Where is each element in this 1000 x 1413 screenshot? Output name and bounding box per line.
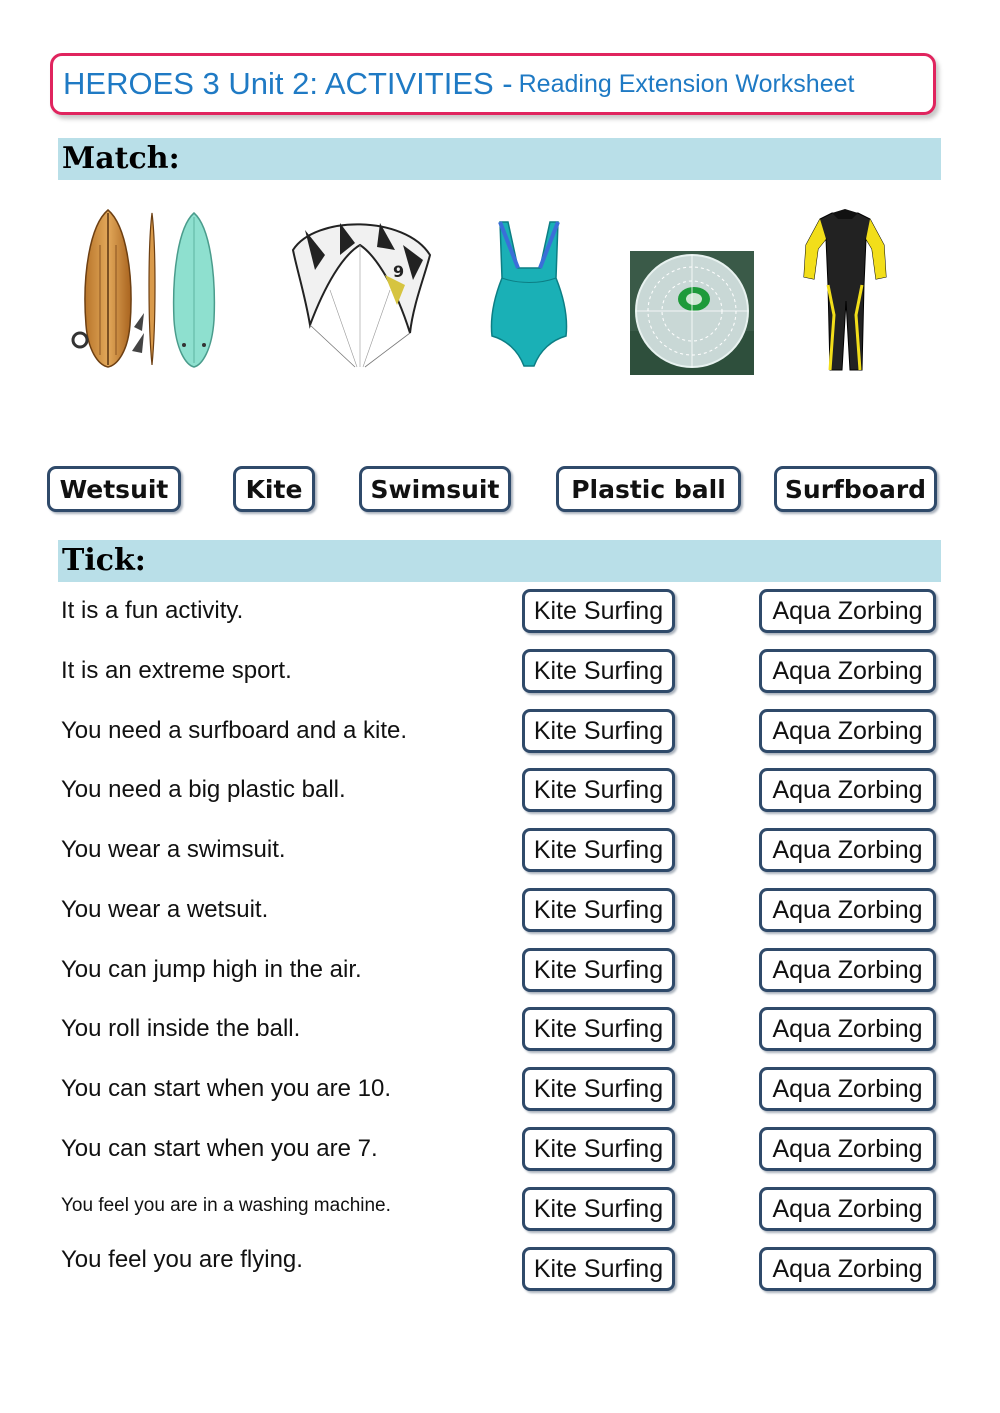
kite-surfing-option-2[interactable]: Kite Surfing — [522, 649, 675, 693]
kite-surfing-option-4[interactable]: Kite Surfing — [522, 768, 675, 812]
statement-9: You can start when you are 10. — [61, 1075, 391, 1102]
kite-surfing-option-3[interactable]: Kite Surfing — [522, 709, 675, 753]
wetsuit-icon — [800, 205, 890, 375]
match-heading: Match: — [58, 138, 941, 180]
worksheet-title: HEROES 3 Unit 2: ACTIVITIES - — [63, 66, 513, 101]
statement-7: You can jump high in the air. — [61, 956, 362, 983]
worksheet-subtitle: Reading Extension Worksheet — [518, 69, 855, 98]
statement-5: You wear a swimsuit. — [61, 836, 286, 863]
kite-surfing-option-5[interactable]: Kite Surfing — [522, 828, 675, 872]
aqua-zorbing-option-5[interactable]: Aqua Zorbing — [759, 828, 936, 872]
kite-icon — [285, 215, 435, 370]
word-card-plastic-ball[interactable]: Plastic ball — [556, 466, 741, 512]
kite-surfing-option-8[interactable]: Kite Surfing — [522, 1007, 675, 1051]
aqua-zorbing-option-11[interactable]: Aqua Zorbing — [759, 1187, 936, 1231]
statement-6: You wear a wetsuit. — [61, 896, 269, 923]
aqua-zorbing-option-8[interactable]: Aqua Zorbing — [759, 1007, 936, 1051]
aqua-zorbing-option-4[interactable]: Aqua Zorbing — [759, 768, 936, 812]
kite-surfing-option-1[interactable]: Kite Surfing — [522, 589, 675, 633]
kite-surfing-option-9[interactable]: Kite Surfing — [522, 1067, 675, 1111]
statement-4: You need a big plastic ball. — [61, 776, 346, 803]
surfboard-icon — [68, 205, 228, 375]
aqua-zorbing-option-3[interactable]: Aqua Zorbing — [759, 709, 936, 753]
word-card-wetsuit[interactable]: Wetsuit — [47, 466, 181, 512]
aqua-zorbing-option-6[interactable]: Aqua Zorbing — [759, 888, 936, 932]
worksheet-title-box — [50, 53, 936, 115]
statement-10: You can start when you are 7. — [61, 1135, 378, 1162]
kite-surfing-option-7[interactable]: Kite Surfing — [522, 948, 675, 992]
kite-surfing-option-12[interactable]: Kite Surfing — [522, 1247, 675, 1291]
kite-surfing-option-6[interactable]: Kite Surfing — [522, 888, 675, 932]
svg-text:9: 9 — [393, 262, 405, 281]
word-card-surfboard[interactable]: Surfboard — [774, 466, 937, 512]
aqua-zorbing-option-1[interactable]: Aqua Zorbing — [759, 589, 936, 633]
statement-3: You need a surfboard and a kite. — [61, 717, 408, 744]
statement-12: You feel you are flying. — [61, 1246, 303, 1273]
statement-11: You feel you are in a washing machine. — [61, 1195, 391, 1216]
aqua-zorbing-option-2[interactable]: Aqua Zorbing — [759, 649, 936, 693]
plastic-ball-icon — [630, 251, 754, 375]
kite-surfing-option-11[interactable]: Kite Surfing — [522, 1187, 675, 1231]
aqua-zorbing-option-12[interactable]: Aqua Zorbing — [759, 1247, 936, 1291]
statement-2: It is an extreme sport. — [61, 657, 292, 684]
word-card-swimsuit[interactable]: Swimsuit — [359, 466, 511, 512]
word-card-kite[interactable]: Kite — [233, 466, 315, 512]
swimsuit-icon — [488, 218, 570, 370]
aqua-zorbing-option-9[interactable]: Aqua Zorbing — [759, 1067, 936, 1111]
kite-surfing-option-10[interactable]: Kite Surfing — [522, 1127, 675, 1171]
aqua-zorbing-option-10[interactable]: Aqua Zorbing — [759, 1127, 936, 1171]
tick-heading: Tick: — [58, 540, 941, 582]
aqua-zorbing-option-7[interactable]: Aqua Zorbing — [759, 948, 936, 992]
statement-1: It is a fun activity. — [61, 597, 244, 624]
statement-8: You roll inside the ball. — [61, 1015, 301, 1042]
